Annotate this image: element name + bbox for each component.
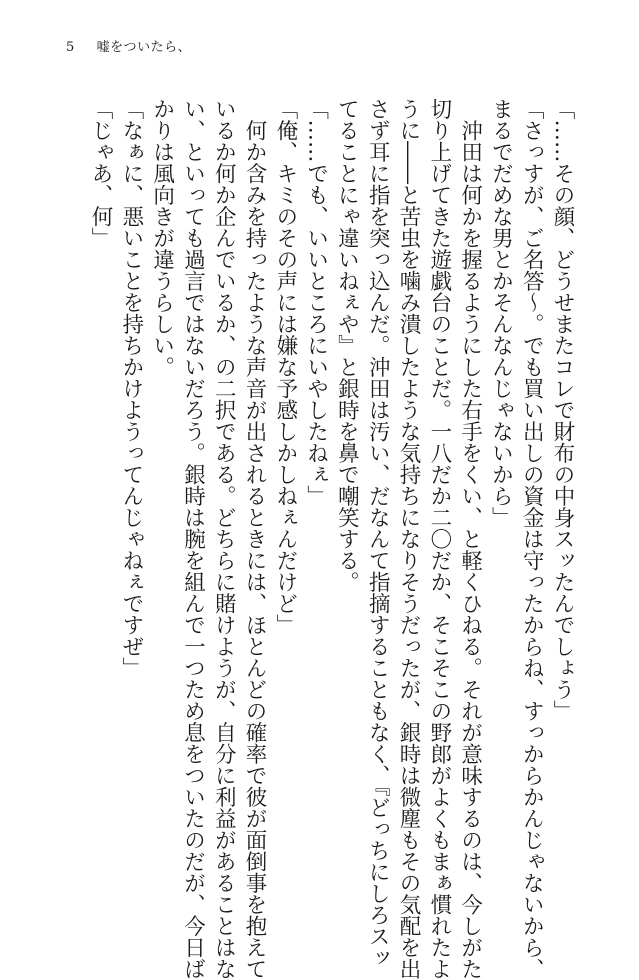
text-line-5: 切り上げてきた遊戯台のことだ。一八だか二〇だか、そこそこの野郎がよくもまぁ慣れたよ xyxy=(426,98,452,980)
page-number: 5 xyxy=(66,40,75,55)
text-line-7: さず耳に指を突っ込んだ。沖田は汚い、だなんて指摘することもなく、『どっちにしろスッ xyxy=(365,98,391,969)
running-title: 嘘をついたら、 xyxy=(96,40,192,55)
text-line-3: まるでだめな男とかそんなんじゃないから」 xyxy=(488,98,514,528)
text-line-16: 「じゃあ、何」 xyxy=(88,98,114,249)
running-header xyxy=(66,36,191,55)
text-line-11: 何か含みを持ったような声音が出されるときには、ほとんどの確率で彼が面倒事を抱えて xyxy=(242,98,268,980)
vertical-body-text xyxy=(84,98,577,980)
text-line-15: 「なぁに、悪いことを持ちかけようってんじゃねぇですぜ」 xyxy=(118,98,144,679)
text-line-4: 沖田は何かを握るようにした右手をくい、と軽くひねる。それが意味するのは、今しがた xyxy=(457,98,483,980)
text-line-6: うに――と苦虫を噛み潰したような気持ちになりそうだったが、銀時は微塵もその気配を出 xyxy=(396,98,422,980)
text-line-8: てることにゃ違いねぇや』と銀時を鼻で嘲笑する。 xyxy=(334,98,360,593)
text-line-10: 「俺、キミのその声には嫌な予感しかしねぇんだけど」 xyxy=(272,98,298,636)
text-line-14: かりは風向きが違うらしい。 xyxy=(149,98,175,378)
text-line-9: 「……でも、いいところにいやしたねぇ」 xyxy=(303,98,329,507)
text-line-2: 「さっすが、ご名答〜。でも買い出しの資金は守ったからね、すっからかんじゃないから、 xyxy=(519,98,545,980)
text-line-13: い、といっても過言ではないだろう。銀時は腕を組んで一つため息をついたのだが、今日ば xyxy=(180,98,206,980)
text-line-12: いるか何か企んでいるか、の二択である。どちらに賭けようが、自分に利益があることはな xyxy=(211,98,237,980)
text-line-1: 「……その顔、どうせまたコレで財布の中身スッたんでしょう」 xyxy=(550,98,575,722)
